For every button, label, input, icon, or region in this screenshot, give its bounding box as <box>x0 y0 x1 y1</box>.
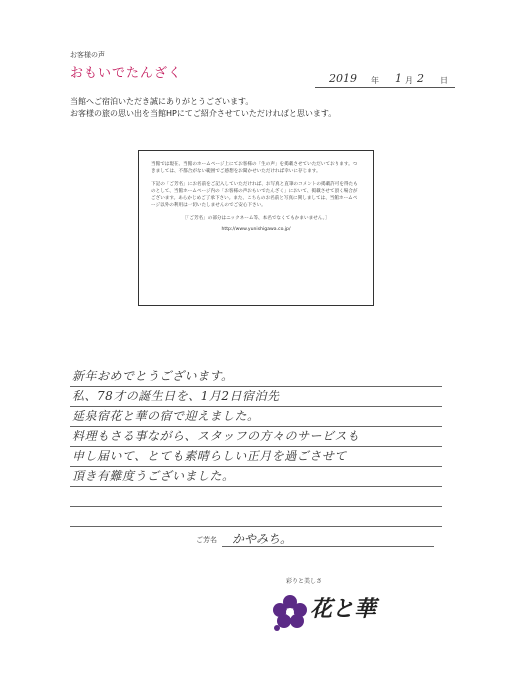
notice-box <box>138 150 374 306</box>
name-underline <box>222 546 434 547</box>
comment-text: 申し届いて、とても素晴らしい正月を過ごさせて <box>72 449 347 463</box>
date-year-unit: 年 <box>371 76 379 85</box>
comment-line <box>70 386 442 407</box>
comment-text: 延泉宿花と華の宿で迎えました。 <box>72 409 260 423</box>
comment-line <box>70 466 442 487</box>
notice-paragraph-1: 当館では現在、当館のホームページ上にてお客様の「生の声」を掲載させていただいております。つきましては、不都合がない範囲でご感想をお聞かせいただければ幸いに存じます。 <box>151 162 358 174</box>
notice-url: http://www.yunishigawa.co.jp/ <box>221 227 291 232</box>
comment-line <box>70 406 442 427</box>
date-underline <box>315 87 455 88</box>
date-field <box>315 70 455 90</box>
name-label: ご芳名 <box>196 536 217 544</box>
page-title: おもいでたんざく <box>70 66 183 81</box>
date-year: 2019 <box>329 72 357 85</box>
flower-icon <box>270 590 310 634</box>
intro-line-2: お客様の旅の思い出を当館HPにてご紹介させていただければと思います。 <box>70 109 337 118</box>
comment-line <box>70 366 442 387</box>
date-month: 1 <box>395 72 402 85</box>
notice-note: ［「ご芳名」の部分はニックネーム等、本名でなくてもかまいません。］ <box>182 216 330 221</box>
comment-text: 頂き有難度うございました。 <box>72 469 235 483</box>
comment-line <box>70 426 442 447</box>
intro-line-1: 当館へご宿泊いただき誠にありがとうございます。 <box>70 97 254 106</box>
date-day-unit: 日 <box>440 76 448 85</box>
comment-line <box>70 446 442 467</box>
comment-text: 私、78才の誕生日を、1月2日宿泊先 <box>72 389 280 403</box>
logo-tagline: 彩りと美しさ <box>286 578 323 585</box>
brand-logo <box>270 576 380 646</box>
name-value: かやみち。 <box>232 532 293 546</box>
comment-text: 料理もさる事ながら、スタッフの方々のサービスも <box>72 429 360 443</box>
logo-text: 花と華 <box>310 596 377 622</box>
header-small-label: お客様の声 <box>70 51 105 59</box>
comment-line <box>70 506 442 527</box>
notice-paragraph-2: 下記の「ご芳名」にお名前をご記入していただければ、お写真と直筆のコメントの掲載許可を得たものとして、当館ホームページ内の「お客様の声おもいでたんざく」において、掲載させて頂く場合がございます。あらかじめご了承下さい。また、こちらのお名前と写真に関しましては、当館ホームページ以外の利用は一切いたしませんのでご安心下さい。 <box>151 182 358 208</box>
intro-text <box>70 96 336 120</box>
date-month-unit: 月 <box>405 76 413 85</box>
date-day: 2 <box>417 72 424 85</box>
comment-text: 新年おめでとうございます。 <box>72 369 234 383</box>
comment-line <box>70 486 442 507</box>
